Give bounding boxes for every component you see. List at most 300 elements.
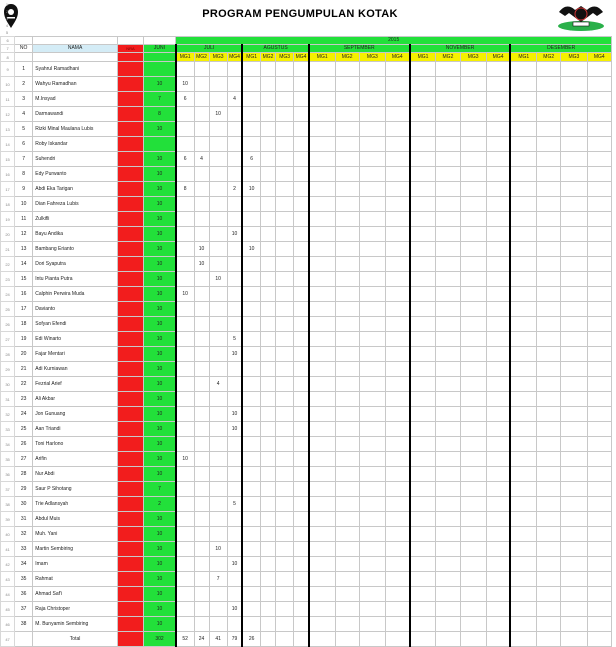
- week-value[interactable]: [510, 467, 536, 482]
- week-value[interactable]: [561, 92, 587, 107]
- week-value[interactable]: [510, 557, 536, 572]
- juni-value[interactable]: 10: [144, 527, 176, 542]
- week-value[interactable]: [537, 242, 561, 257]
- juli-week-value[interactable]: [209, 92, 227, 107]
- juli-week-value[interactable]: [194, 362, 209, 377]
- week-value[interactable]: [410, 212, 436, 227]
- member-name[interactable]: Bayu Andika: [33, 227, 118, 242]
- member-name[interactable]: Muh. Yani: [33, 527, 118, 542]
- week-value[interactable]: [359, 287, 385, 302]
- juni-value[interactable]: 10: [144, 257, 176, 272]
- week-value[interactable]: [510, 422, 536, 437]
- week-value[interactable]: [537, 62, 561, 77]
- week-value[interactable]: [436, 272, 460, 287]
- week-value[interactable]: [410, 572, 436, 587]
- week-value[interactable]: [359, 482, 385, 497]
- agustus-week-value[interactable]: [242, 527, 260, 542]
- week-value[interactable]: [410, 77, 436, 92]
- agustus-week-value[interactable]: [242, 62, 260, 77]
- week-value[interactable]: [294, 302, 309, 317]
- week-value[interactable]: [385, 512, 409, 527]
- week-value[interactable]: [486, 617, 510, 632]
- juli-week-value[interactable]: [176, 377, 194, 392]
- week-value[interactable]: [587, 407, 611, 422]
- week-value[interactable]: [335, 542, 359, 557]
- juli-week-value[interactable]: [194, 227, 209, 242]
- member-name[interactable]: Bambang Erianto: [33, 242, 118, 257]
- agustus-week-value[interactable]: [242, 332, 260, 347]
- agustus-week-value[interactable]: [242, 392, 260, 407]
- week-value[interactable]: [436, 422, 460, 437]
- week-value[interactable]: [537, 287, 561, 302]
- juli-week-value[interactable]: [176, 512, 194, 527]
- week-value[interactable]: [587, 527, 611, 542]
- week-value[interactable]: [436, 257, 460, 272]
- agustus-week-value[interactable]: [242, 272, 260, 287]
- week-value[interactable]: [486, 287, 510, 302]
- juli-week-value[interactable]: 10: [176, 77, 194, 92]
- juli-week-value[interactable]: [227, 257, 242, 272]
- agustus-week-value[interactable]: [242, 377, 260, 392]
- week-value[interactable]: [261, 62, 276, 77]
- week-value[interactable]: [359, 542, 385, 557]
- week-value[interactable]: [309, 392, 335, 407]
- week-value[interactable]: [359, 527, 385, 542]
- juli-week-value[interactable]: [209, 317, 227, 332]
- juni-value[interactable]: 10: [144, 317, 176, 332]
- week-value[interactable]: [587, 452, 611, 467]
- juli-week-value[interactable]: [227, 482, 242, 497]
- week-value[interactable]: [294, 512, 309, 527]
- week-value[interactable]: [261, 452, 276, 467]
- juli-week-value[interactable]: [176, 437, 194, 452]
- juni-value[interactable]: 10: [144, 212, 176, 227]
- week-value[interactable]: [309, 272, 335, 287]
- week-value[interactable]: [436, 167, 460, 182]
- juli-week-value[interactable]: [209, 257, 227, 272]
- juli-week-value[interactable]: [176, 347, 194, 362]
- week-value[interactable]: [261, 317, 276, 332]
- week-value[interactable]: [460, 107, 486, 122]
- week-value[interactable]: [460, 557, 486, 572]
- juli-week-value[interactable]: [227, 137, 242, 152]
- week-value[interactable]: [385, 62, 409, 77]
- week-value[interactable]: [309, 422, 335, 437]
- week-value[interactable]: [587, 92, 611, 107]
- week-value[interactable]: [510, 482, 536, 497]
- week-value[interactable]: [309, 452, 335, 467]
- week-value[interactable]: [385, 347, 409, 362]
- week-value[interactable]: [460, 182, 486, 197]
- week-value[interactable]: [385, 122, 409, 137]
- week-value[interactable]: [335, 587, 359, 602]
- juni-value[interactable]: 10: [144, 572, 176, 587]
- member-name[interactable]: Toni Harlono: [33, 437, 118, 452]
- week-value[interactable]: [261, 107, 276, 122]
- week-value[interactable]: [587, 227, 611, 242]
- week-value[interactable]: [561, 377, 587, 392]
- juli-week-value[interactable]: [227, 197, 242, 212]
- week-value[interactable]: [276, 497, 294, 512]
- week-value[interactable]: [561, 497, 587, 512]
- juli-week-value[interactable]: 10: [176, 452, 194, 467]
- week-value[interactable]: [294, 287, 309, 302]
- week-value[interactable]: [460, 257, 486, 272]
- juli-week-value[interactable]: [227, 617, 242, 632]
- week-value[interactable]: [359, 422, 385, 437]
- week-value[interactable]: [561, 602, 587, 617]
- juli-week-value[interactable]: 4: [227, 92, 242, 107]
- week-value[interactable]: [587, 62, 611, 77]
- week-value[interactable]: [561, 347, 587, 362]
- week-value[interactable]: [359, 302, 385, 317]
- week-value[interactable]: [537, 512, 561, 527]
- week-value[interactable]: [510, 317, 536, 332]
- week-value[interactable]: [294, 167, 309, 182]
- week-value[interactable]: [309, 617, 335, 632]
- week-value[interactable]: [510, 527, 536, 542]
- week-value[interactable]: [385, 287, 409, 302]
- juli-week-value[interactable]: [227, 572, 242, 587]
- week-value[interactable]: [460, 347, 486, 362]
- week-value[interactable]: [486, 602, 510, 617]
- week-value[interactable]: [261, 347, 276, 362]
- week-value[interactable]: [309, 77, 335, 92]
- member-name[interactable]: Darmawandi: [33, 107, 118, 122]
- juli-week-value[interactable]: [209, 77, 227, 92]
- week-value[interactable]: [436, 242, 460, 257]
- member-name[interactable]: Jon Gunuang: [33, 407, 118, 422]
- week-value[interactable]: [561, 122, 587, 137]
- week-value[interactable]: [537, 437, 561, 452]
- week-value[interactable]: [261, 467, 276, 482]
- week-value[interactable]: [537, 107, 561, 122]
- week-value[interactable]: [436, 377, 460, 392]
- week-value[interactable]: [587, 302, 611, 317]
- week-value[interactable]: [309, 122, 335, 137]
- week-value[interactable]: [510, 122, 536, 137]
- week-value[interactable]: [561, 212, 587, 227]
- juli-week-value[interactable]: [194, 587, 209, 602]
- week-value[interactable]: [309, 302, 335, 317]
- week-value[interactable]: [309, 107, 335, 122]
- week-value[interactable]: [410, 452, 436, 467]
- week-value[interactable]: [261, 407, 276, 422]
- member-name[interactable]: M.Insyad: [33, 92, 118, 107]
- juli-week-value[interactable]: [194, 407, 209, 422]
- juli-week-value[interactable]: [176, 317, 194, 332]
- juni-value[interactable]: 10: [144, 242, 176, 257]
- week-value[interactable]: [309, 557, 335, 572]
- week-value[interactable]: [359, 602, 385, 617]
- week-value[interactable]: [410, 257, 436, 272]
- juni-value[interactable]: 10: [144, 452, 176, 467]
- week-value[interactable]: [335, 602, 359, 617]
- week-value[interactable]: [385, 302, 409, 317]
- juli-week-value[interactable]: [209, 137, 227, 152]
- week-value[interactable]: [294, 347, 309, 362]
- juli-week-value[interactable]: [176, 227, 194, 242]
- juli-week-value[interactable]: [176, 257, 194, 272]
- week-value[interactable]: [561, 542, 587, 557]
- week-value[interactable]: [335, 302, 359, 317]
- week-value[interactable]: [587, 107, 611, 122]
- juli-week-value[interactable]: [176, 482, 194, 497]
- week-value[interactable]: [460, 572, 486, 587]
- juli-week-value[interactable]: [176, 242, 194, 257]
- agustus-week-value[interactable]: [242, 482, 260, 497]
- week-value[interactable]: [309, 602, 335, 617]
- member-name[interactable]: Intu Pianta Putra: [33, 272, 118, 287]
- week-value[interactable]: [486, 422, 510, 437]
- week-value[interactable]: [276, 347, 294, 362]
- juni-value[interactable]: 10: [144, 542, 176, 557]
- week-value[interactable]: [436, 347, 460, 362]
- juni-value[interactable]: 2: [144, 497, 176, 512]
- week-value[interactable]: [294, 332, 309, 347]
- week-value[interactable]: [294, 212, 309, 227]
- week-value[interactable]: [510, 602, 536, 617]
- week-value[interactable]: [561, 287, 587, 302]
- agustus-week-value[interactable]: [242, 287, 260, 302]
- week-value[interactable]: [261, 137, 276, 152]
- week-value[interactable]: [561, 362, 587, 377]
- week-value[interactable]: [460, 482, 486, 497]
- week-value[interactable]: [276, 62, 294, 77]
- agustus-week-value[interactable]: [242, 92, 260, 107]
- week-value[interactable]: [385, 332, 409, 347]
- week-value[interactable]: [587, 122, 611, 137]
- week-value[interactable]: [587, 587, 611, 602]
- week-value[interactable]: [486, 527, 510, 542]
- week-value[interactable]: [486, 407, 510, 422]
- week-value[interactable]: [294, 542, 309, 557]
- week-value[interactable]: [561, 77, 587, 92]
- week-value[interactable]: [309, 377, 335, 392]
- week-value[interactable]: [486, 77, 510, 92]
- week-value[interactable]: [460, 422, 486, 437]
- juli-week-value[interactable]: [209, 242, 227, 257]
- week-value[interactable]: [335, 392, 359, 407]
- week-value[interactable]: [335, 317, 359, 332]
- juli-week-value[interactable]: [227, 107, 242, 122]
- juli-week-value[interactable]: [227, 452, 242, 467]
- week-value[interactable]: [276, 77, 294, 92]
- week-value[interactable]: [436, 602, 460, 617]
- week-value[interactable]: [486, 242, 510, 257]
- week-value[interactable]: [359, 587, 385, 602]
- week-value[interactable]: [410, 302, 436, 317]
- week-value[interactable]: [537, 197, 561, 212]
- juli-week-value[interactable]: [209, 197, 227, 212]
- member-name[interactable]: Rahmat: [33, 572, 118, 587]
- week-value[interactable]: [460, 437, 486, 452]
- week-value[interactable]: [335, 572, 359, 587]
- week-value[interactable]: [294, 602, 309, 617]
- juli-week-value[interactable]: [194, 527, 209, 542]
- week-value[interactable]: [335, 167, 359, 182]
- week-value[interactable]: [561, 137, 587, 152]
- week-value[interactable]: [537, 542, 561, 557]
- juli-week-value[interactable]: [176, 602, 194, 617]
- member-name[interactable]: Fezrial Arief: [33, 377, 118, 392]
- week-value[interactable]: [537, 482, 561, 497]
- week-value[interactable]: [460, 602, 486, 617]
- juli-week-value[interactable]: [209, 167, 227, 182]
- juli-week-value[interactable]: [227, 317, 242, 332]
- member-name[interactable]: Calphin Perwira Muda: [33, 287, 118, 302]
- week-value[interactable]: [510, 332, 536, 347]
- week-value[interactable]: [587, 332, 611, 347]
- week-value[interactable]: [561, 302, 587, 317]
- week-value[interactable]: [335, 482, 359, 497]
- juli-week-value[interactable]: [194, 167, 209, 182]
- week-value[interactable]: [460, 377, 486, 392]
- juli-week-value[interactable]: [176, 617, 194, 632]
- week-value[interactable]: [276, 557, 294, 572]
- week-value[interactable]: [276, 422, 294, 437]
- week-value[interactable]: [537, 362, 561, 377]
- juli-week-value[interactable]: [209, 497, 227, 512]
- week-value[interactable]: [410, 137, 436, 152]
- week-value[interactable]: [410, 92, 436, 107]
- week-value[interactable]: [359, 242, 385, 257]
- week-value[interactable]: [294, 272, 309, 287]
- week-value[interactable]: [561, 182, 587, 197]
- week-value[interactable]: [561, 437, 587, 452]
- week-value[interactable]: [561, 422, 587, 437]
- week-value[interactable]: [510, 137, 536, 152]
- week-value[interactable]: [385, 197, 409, 212]
- member-name[interactable]: Trie Adlansyah: [33, 497, 118, 512]
- week-value[interactable]: [294, 407, 309, 422]
- week-value[interactable]: [276, 167, 294, 182]
- week-value[interactable]: [436, 452, 460, 467]
- week-value[interactable]: [587, 392, 611, 407]
- juni-value[interactable]: 10: [144, 302, 176, 317]
- week-value[interactable]: [385, 497, 409, 512]
- agustus-week-value[interactable]: [242, 452, 260, 467]
- week-value[interactable]: [460, 152, 486, 167]
- week-value[interactable]: [537, 92, 561, 107]
- week-value[interactable]: [510, 377, 536, 392]
- juni-value[interactable]: [144, 62, 176, 77]
- week-value[interactable]: [486, 587, 510, 602]
- week-value[interactable]: [460, 497, 486, 512]
- week-value[interactable]: [486, 92, 510, 107]
- agustus-week-value[interactable]: [242, 317, 260, 332]
- week-value[interactable]: [359, 272, 385, 287]
- agustus-week-value[interactable]: [242, 107, 260, 122]
- week-value[interactable]: [510, 512, 536, 527]
- week-value[interactable]: [561, 272, 587, 287]
- week-value[interactable]: [510, 437, 536, 452]
- week-value[interactable]: [486, 152, 510, 167]
- week-value[interactable]: [510, 77, 536, 92]
- juli-week-value[interactable]: [194, 317, 209, 332]
- week-value[interactable]: [510, 242, 536, 257]
- week-value[interactable]: [261, 377, 276, 392]
- week-value[interactable]: [587, 272, 611, 287]
- juli-week-value[interactable]: [209, 227, 227, 242]
- week-value[interactable]: [510, 197, 536, 212]
- week-value[interactable]: [335, 287, 359, 302]
- week-value[interactable]: [460, 452, 486, 467]
- week-value[interactable]: [561, 587, 587, 602]
- juli-week-value[interactable]: [194, 482, 209, 497]
- week-value[interactable]: [276, 107, 294, 122]
- juli-week-value[interactable]: [194, 467, 209, 482]
- week-value[interactable]: [561, 167, 587, 182]
- week-value[interactable]: [261, 182, 276, 197]
- week-value[interactable]: [486, 392, 510, 407]
- week-value[interactable]: [587, 617, 611, 632]
- week-value[interactable]: [359, 197, 385, 212]
- juli-week-value[interactable]: [209, 602, 227, 617]
- juli-week-value[interactable]: [227, 527, 242, 542]
- week-value[interactable]: [486, 167, 510, 182]
- week-value[interactable]: [309, 317, 335, 332]
- week-value[interactable]: [460, 317, 486, 332]
- week-value[interactable]: [276, 197, 294, 212]
- week-value[interactable]: [486, 122, 510, 137]
- week-value[interactable]: [276, 407, 294, 422]
- week-value[interactable]: [587, 77, 611, 92]
- week-value[interactable]: [460, 77, 486, 92]
- week-value[interactable]: [335, 107, 359, 122]
- juli-week-value[interactable]: 10: [194, 257, 209, 272]
- week-value[interactable]: [385, 317, 409, 332]
- week-value[interactable]: [410, 152, 436, 167]
- juli-week-value[interactable]: [194, 602, 209, 617]
- week-value[interactable]: [410, 242, 436, 257]
- juli-week-value[interactable]: [176, 362, 194, 377]
- member-name[interactable]: Edi Winarto: [33, 332, 118, 347]
- juli-week-value[interactable]: [176, 407, 194, 422]
- agustus-week-value[interactable]: [242, 512, 260, 527]
- juli-week-value[interactable]: 6: [176, 152, 194, 167]
- week-value[interactable]: [537, 557, 561, 572]
- week-value[interactable]: [510, 302, 536, 317]
- member-name[interactable]: Arifin: [33, 452, 118, 467]
- agustus-week-value[interactable]: [242, 437, 260, 452]
- week-value[interactable]: [510, 92, 536, 107]
- juli-week-value[interactable]: [194, 287, 209, 302]
- week-value[interactable]: [294, 467, 309, 482]
- week-value[interactable]: [261, 437, 276, 452]
- member-name[interactable]: Abdi Eka Tarigan: [33, 182, 118, 197]
- week-value[interactable]: [385, 362, 409, 377]
- week-value[interactable]: [385, 227, 409, 242]
- week-value[interactable]: [276, 392, 294, 407]
- week-value[interactable]: [309, 152, 335, 167]
- week-value[interactable]: [309, 467, 335, 482]
- juli-week-value[interactable]: 2: [227, 182, 242, 197]
- week-value[interactable]: [460, 542, 486, 557]
- week-value[interactable]: [276, 182, 294, 197]
- week-value[interactable]: [309, 527, 335, 542]
- juli-week-value[interactable]: [194, 572, 209, 587]
- agustus-week-value[interactable]: [242, 257, 260, 272]
- week-value[interactable]: [410, 512, 436, 527]
- juli-week-value[interactable]: 10: [227, 347, 242, 362]
- juni-value[interactable]: 10: [144, 362, 176, 377]
- week-value[interactable]: [335, 77, 359, 92]
- week-value[interactable]: [335, 257, 359, 272]
- week-value[interactable]: [537, 317, 561, 332]
- week-value[interactable]: [385, 617, 409, 632]
- week-value[interactable]: [294, 92, 309, 107]
